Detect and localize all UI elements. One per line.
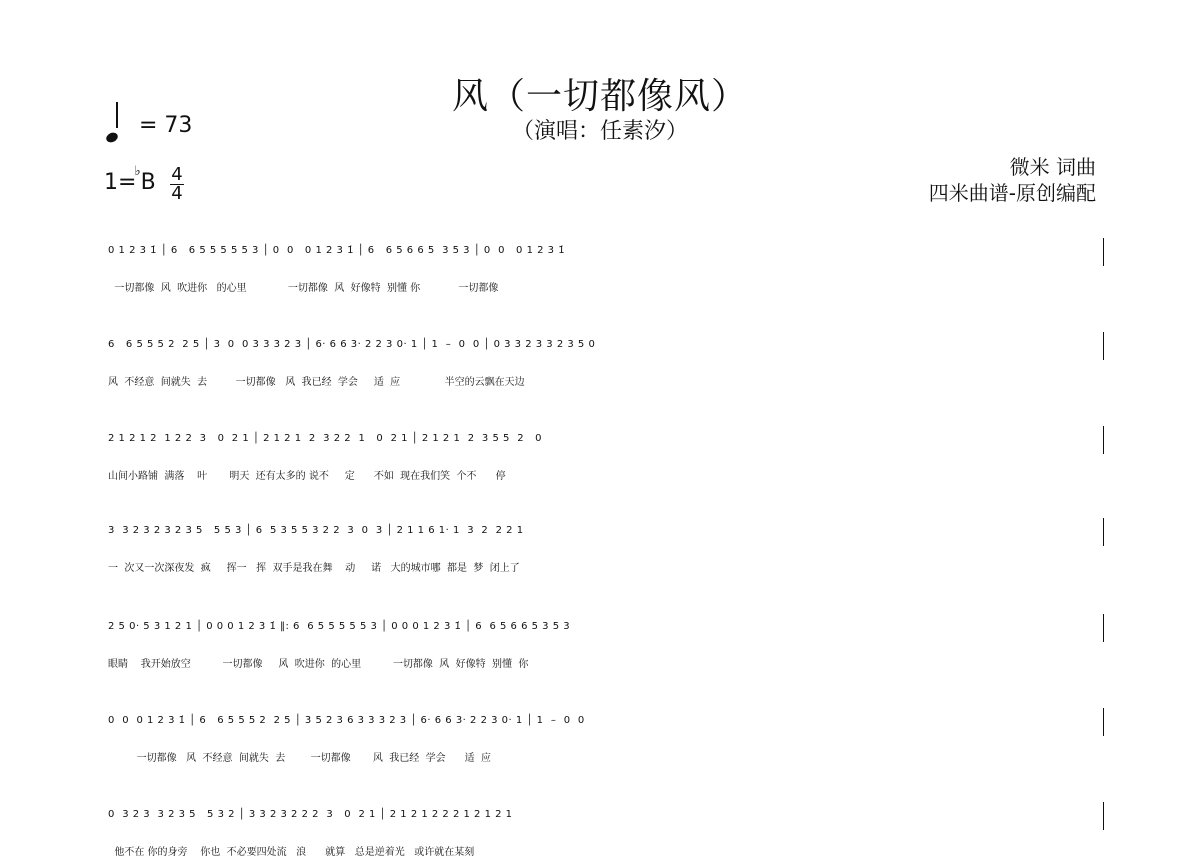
arranger-credit: 四米曲谱-原创编配 bbox=[928, 181, 1096, 205]
notation-line: 2 1 2 1 2 1 2 2 3 0 2 1 │ 2 1 2 1 2 3 2 2 1 0 2 1 │ 2 1 2 1 2 3 5 5 2 0 bbox=[108, 433, 542, 444]
barline bbox=[1103, 708, 1105, 736]
lyrics-line: 一切都像 风 不经意 间就失 去 一切都像 风 我已经 学会 适 应 bbox=[108, 753, 492, 764]
tempo-marking bbox=[106, 106, 192, 138]
key-note: B bbox=[140, 170, 156, 195]
meter-bottom: 4 bbox=[171, 183, 183, 204]
notation-line: 0 3 2 3 3 2 3 5 5 3 2 │ 3 3 2 3 2 2 2 3 0 2 1 │ 2 1 2 1 2 2 2 1 2 1 2 1 bbox=[108, 809, 513, 820]
time-signature bbox=[170, 166, 184, 203]
barline bbox=[1103, 518, 1105, 546]
notation-line: 0 0 0 1 2 3 1̇ │ 6 6 5 5 5 2 2 5 │ 3 5 2 3 6 3 3 3 2 3 │ 6· 6 6 3· 2 2 3 0· 1 │ 1 – 0 0 bbox=[108, 715, 585, 726]
barline bbox=[1103, 332, 1105, 360]
notation-line: 0 1 2 3 1̇ │ 6 6 5 5 5 5 5 3 │ 0 0 0 1 2 3 1̇ │ 6 6 5 6 6 5 3 5 3 │ 0 0 0 1 2 3 1̇ bbox=[108, 245, 566, 256]
note-stem bbox=[116, 102, 118, 128]
notation-line: 2 5 0· 5 3 1 2 1 │ 0 0 0 1 2 3 1̇ ‖: 6 6 5 5 5 5 5 3 │ 0 0 0 1 2 3 1̇ │ 6 6 5 6 6 5 3 5 3 bbox=[108, 621, 571, 632]
barline bbox=[1103, 426, 1105, 454]
tempo-value: = 73 bbox=[139, 113, 193, 138]
key-label: 1= bbox=[104, 170, 137, 195]
song-title: 风（一切都像风） bbox=[451, 76, 748, 117]
lyrics-line: 他不在 你的身旁 你也 不必要四处流 浪 就算 总是逆着光 或许就在某刻 bbox=[108, 847, 475, 858]
credits bbox=[929, 154, 1096, 206]
lyrics-line: 一切都像 风 吹进你 的心里 一切都像 风 好像特 别懂 你 一切都像 bbox=[108, 283, 499, 294]
meter-top: 4 bbox=[171, 164, 183, 185]
lyrics-line: 山间小路铺 满落 叶 明天 还有太多的 说不 定 不如 现在我们笑 个不 停 bbox=[108, 471, 506, 482]
lyrics-line: 风 不经意 间就失 去 一切都像 风 我已经 学会 适 应 半空的云飘在天边 bbox=[108, 377, 525, 388]
barline bbox=[1103, 238, 1105, 266]
notation-line: 6 6 5 5 5 2 2 5 │ 3 0 0 3 3 3 2 3 │ 6· 6 6 3· 2 2 3 0· 1 │ 1 – 0 0 │ 0 3 3 2 3 3 2 3 5 0 bbox=[108, 339, 596, 350]
key-signature bbox=[104, 164, 156, 195]
lyricist-credit: 微米 词曲 bbox=[1009, 155, 1096, 179]
lyrics-line: 一 次又一次深夜发 疯 挥一 挥 双手是我在舞 动 诺 大的城市哪 都是 梦 闭上了 bbox=[108, 563, 520, 574]
barline bbox=[1103, 802, 1105, 830]
performer-subtitle: （演唱：任素汐） bbox=[511, 119, 688, 144]
barline bbox=[1103, 614, 1105, 642]
flat-symbol: ♭ bbox=[134, 164, 141, 179]
lyrics-line: 眼睛 我开始放空 一切都像 风 吹进你 的心里 一切都像 风 好像特 别懂 你 bbox=[108, 659, 529, 670]
notation-line: 3 3 2 3 2 3 2 3 5 5 5 3 │ 6 5 3 5 5 3 2 2 3 0 3 │ 2 1 1 6 1· 1 3 2 2 2 1 bbox=[108, 525, 524, 536]
